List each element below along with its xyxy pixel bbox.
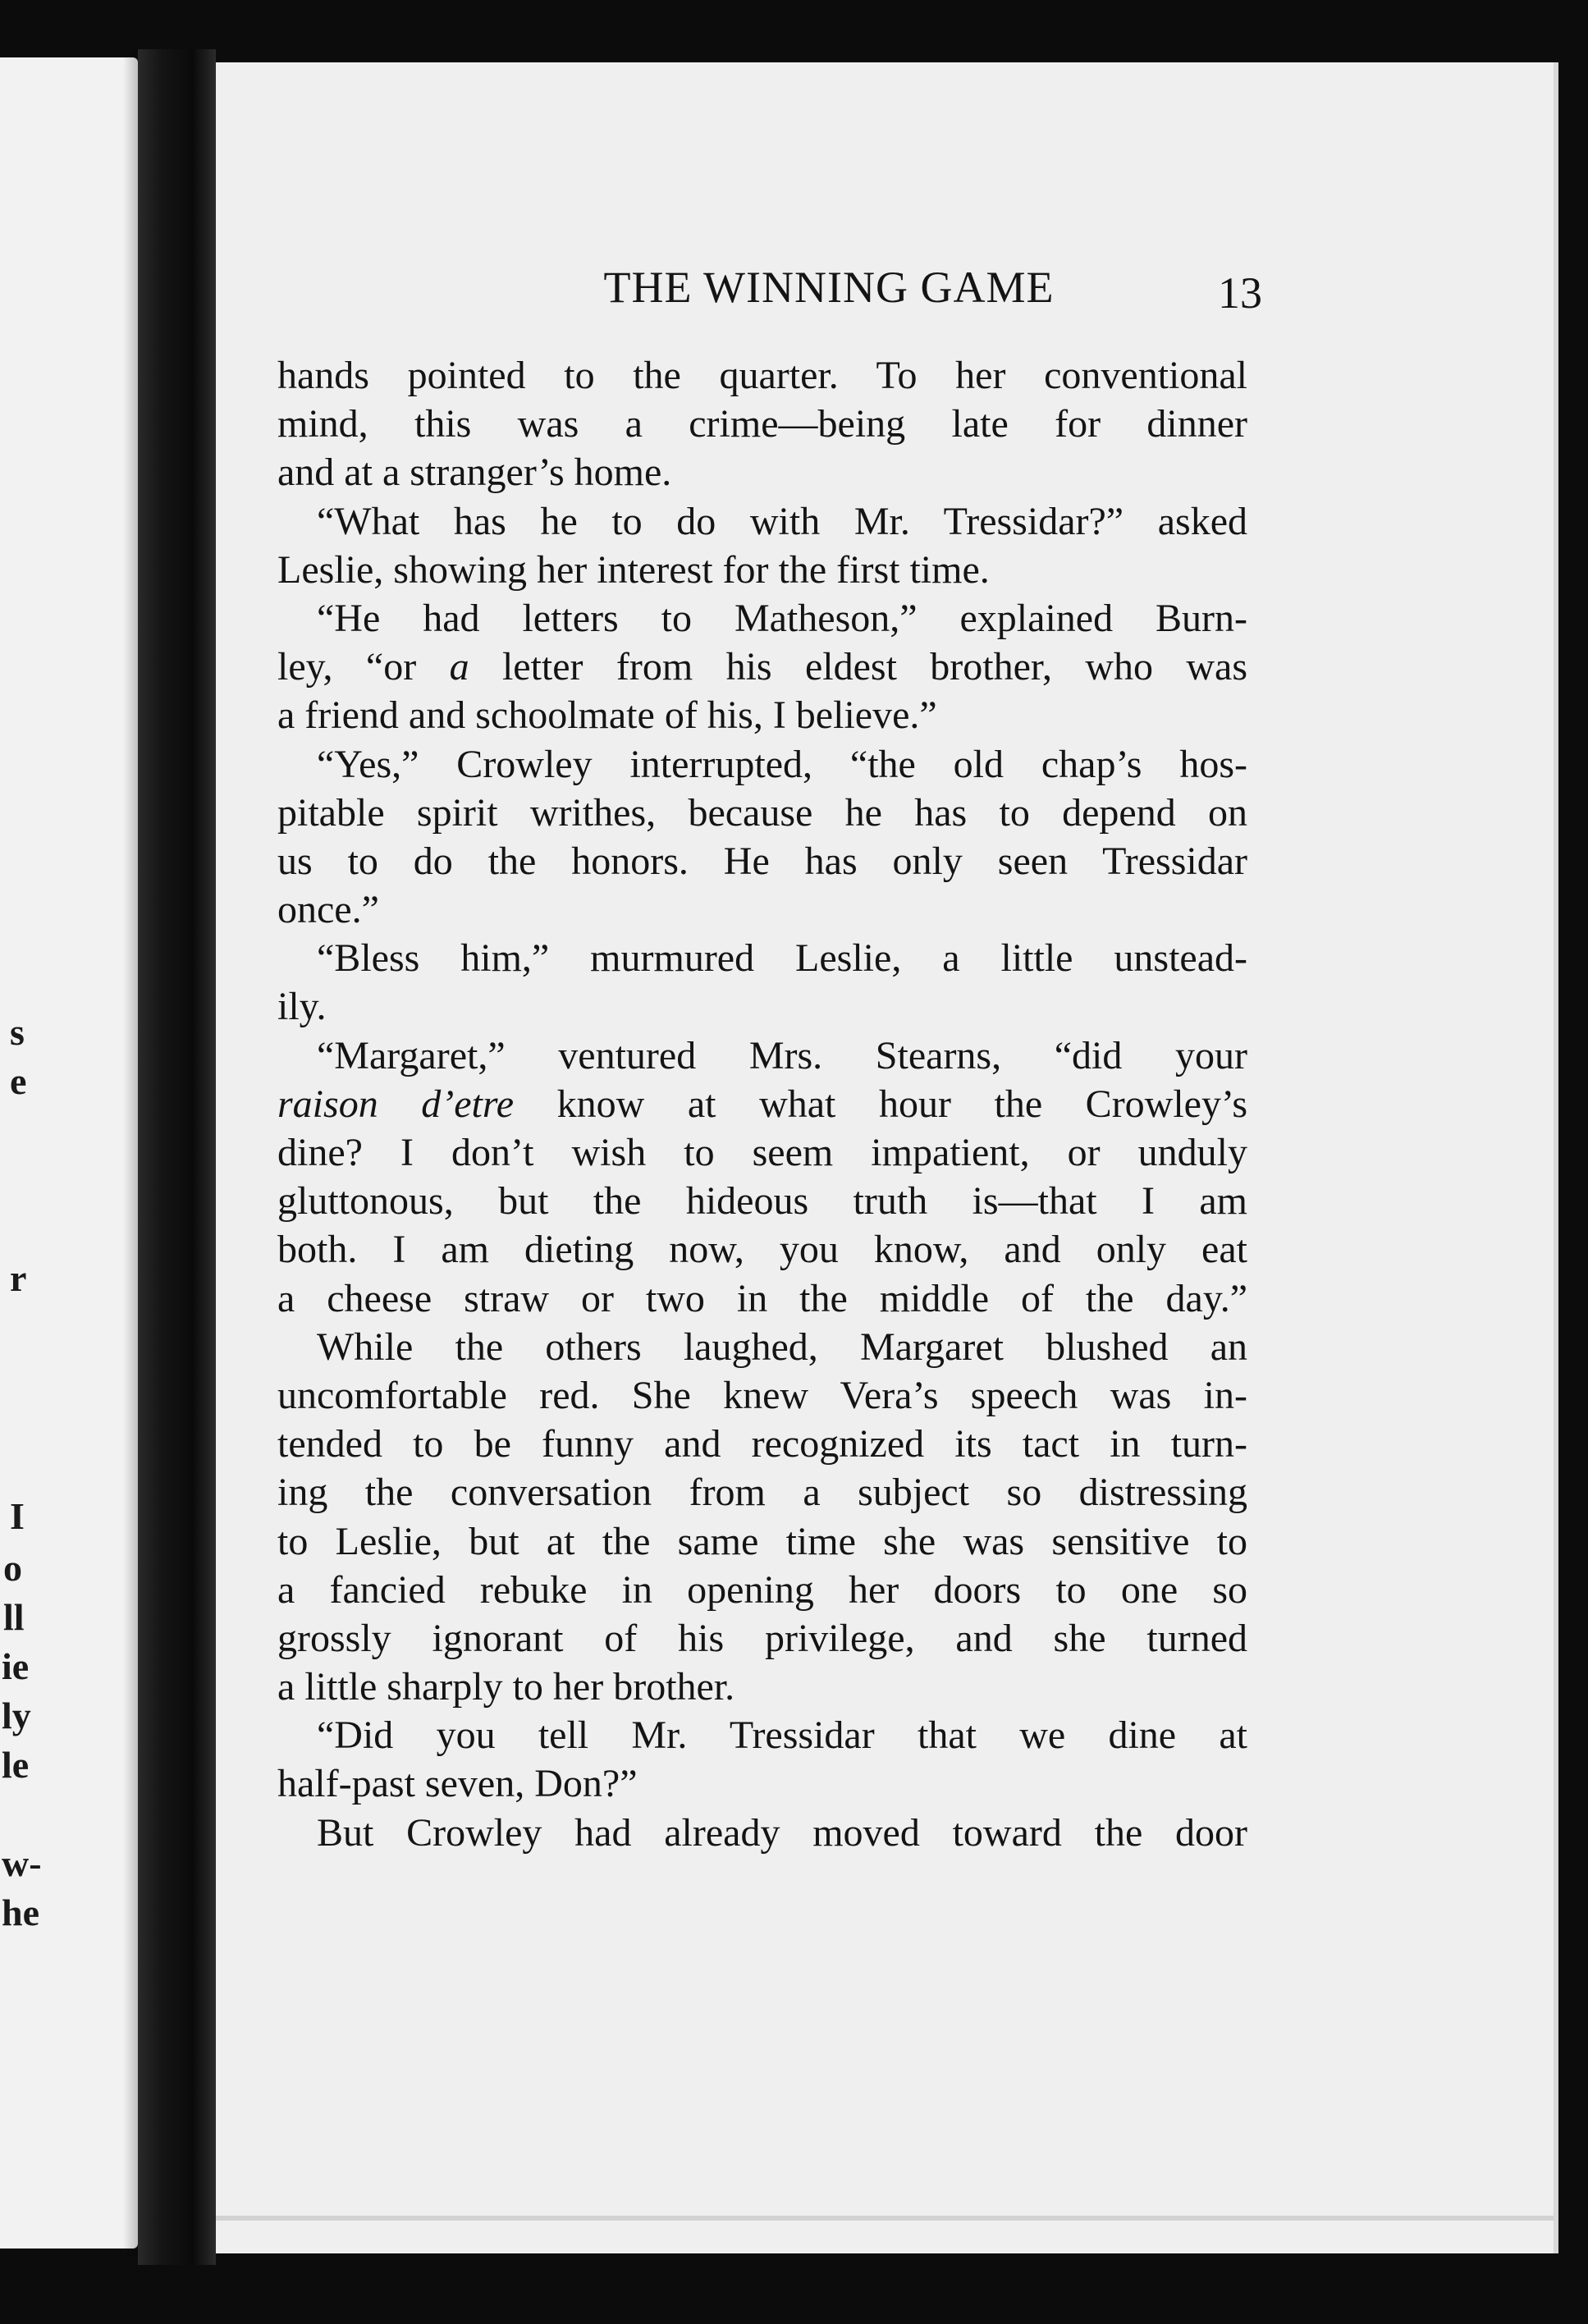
text-line: [277, 643, 1247, 691]
left-margin-fragment: ie: [2, 1645, 30, 1687]
text-line: half-past seven, Don?”: [277, 1762, 638, 1806]
text-line: ing the conversation from a subject so distressing: [277, 1471, 1247, 1515]
text-line: gluttonous, but the hideous truth is—that I am: [277, 1179, 1247, 1224]
text-line: Leslie, showing her interest for the first time.: [277, 547, 990, 592]
left-margin-fragment: le: [2, 1744, 30, 1786]
text-line: once.”: [277, 888, 379, 932]
text-line: uncomfortable red. She knew Vera’s speech was in-: [277, 1373, 1247, 1417]
text-line: pitable spirit writhes, because he has to depend on: [277, 790, 1247, 835]
text-line: While the others laughed, Margaret blushed an: [317, 1324, 1247, 1369]
left-margin-fragment: r: [10, 1257, 27, 1299]
text-line: “Did you tell Mr. Tressidar that we dine at: [317, 1713, 1247, 1758]
book-gutter: [138, 49, 216, 2265]
line-segment: ley, “or: [277, 645, 417, 689]
italic-segment: raison d’etre: [277, 1082, 515, 1126]
line-segment: letter from his eldest brother, who was: [501, 645, 1248, 689]
text-line: tended to be funny and recognized its tact in turn-: [277, 1422, 1247, 1466]
text-line: ily.: [277, 985, 327, 1029]
left-margin-fragment: w-: [2, 1842, 42, 1884]
line-segment: know at what hour the Crowley’s: [556, 1082, 1248, 1126]
text-line: dine? I don’t wish to seem impatient, or unduly: [277, 1131, 1247, 1174]
left-margin-fragment: e: [10, 1060, 27, 1102]
text-line: “Bless him,” murmured Leslie, a little unstead-: [317, 936, 1247, 981]
text-line: a cheese straw or two in the middle of the day.”: [277, 1276, 1247, 1320]
text-line: a friend and schoolmate of his, I believe.”: [277, 693, 937, 738]
left-margin-fragment: I: [10, 1495, 25, 1537]
text-line: mind, this was a crime—being late for dinner: [277, 402, 1247, 446]
running-head: THE WINNING GAME: [603, 263, 1055, 312]
left-facing-page: [0, 57, 138, 2249]
body-text: [277, 351, 1247, 1857]
italic-segment: a: [449, 645, 469, 689]
text-line: both. I am dieting now, you know, and only eat: [277, 1228, 1247, 1272]
text-line: “Margaret,” ventured Mrs. Stearns, “did your: [317, 1033, 1247, 1077]
text-line: a little sharply to her brother.: [277, 1665, 735, 1709]
text-line: “He had letters to Matheson,” explained Burn-: [317, 596, 1247, 640]
left-margin-fragment: o: [3, 1547, 22, 1589]
left-margin-fragment: ly: [2, 1695, 31, 1736]
text-line: us to do the honors. He has only seen Tressidar: [277, 839, 1247, 883]
book-page: [216, 62, 1558, 2253]
text-line: “Yes,” Crowley interrupted, “the old chap’s hos-: [317, 742, 1247, 786]
text-line: and at a stranger’s home.: [277, 451, 672, 495]
text-line: hands pointed to the quarter. To her conventional: [277, 354, 1247, 397]
text-line: But Crowley had already moved toward the door: [317, 1810, 1247, 1855]
text-line: [277, 1080, 1247, 1128]
text-line: to Leslie, but at the same time she was sensitive to: [277, 1519, 1247, 1563]
text-line: a fancied rebuke in opening her doors to one so: [277, 1567, 1247, 1612]
page-number: 13: [1218, 268, 1262, 318]
text-line: grossly ignorant of his privilege, and she turned: [277, 1616, 1247, 1660]
left-margin-fragment: s: [10, 1011, 25, 1053]
left-margin-fragment: ll: [3, 1596, 25, 1638]
text-line: “What has he to do with Mr. Tressidar?” asked: [317, 499, 1247, 543]
left-margin-fragment: he: [2, 1892, 39, 1933]
